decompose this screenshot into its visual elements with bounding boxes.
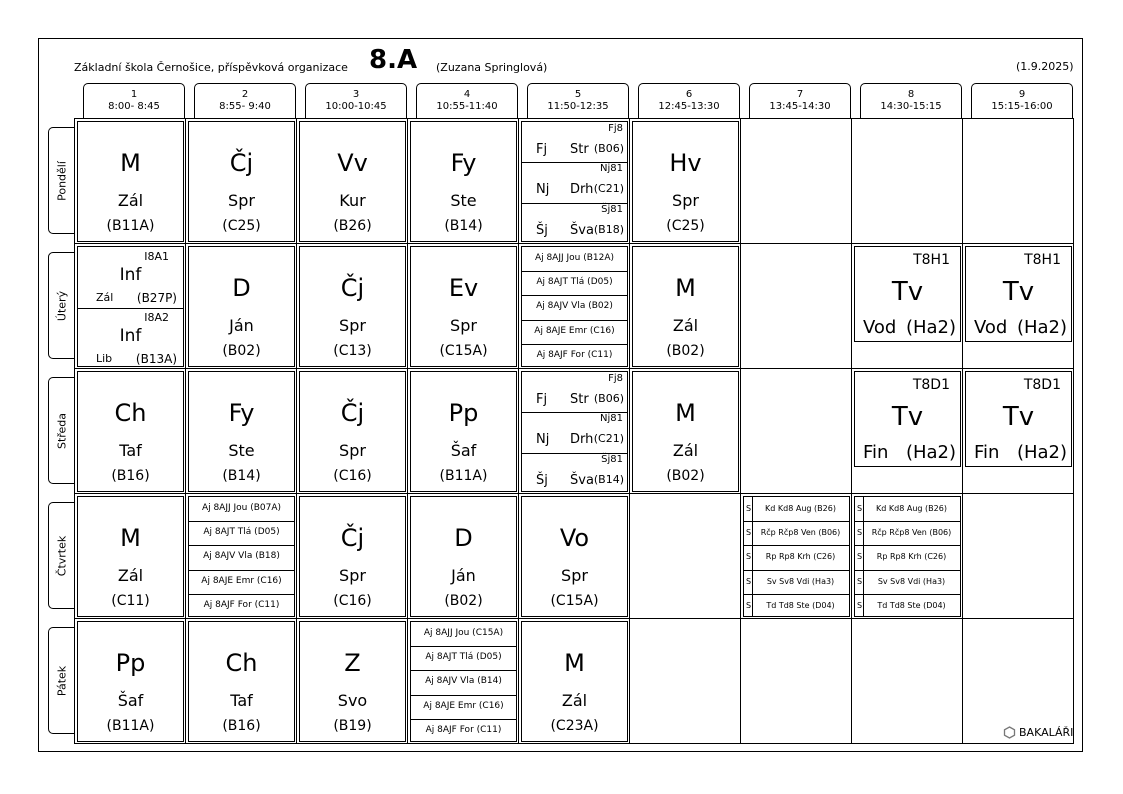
split-divider xyxy=(78,308,183,309)
school-name: Základní škola Černošice, příspěvková organizace xyxy=(74,61,348,74)
lesson-card xyxy=(299,621,406,742)
valid-date: (1.9.2025) xyxy=(1016,60,1074,73)
group-line: Aj 8AJJ Jou (B07A) xyxy=(201,503,282,513)
teacher-code: Svo xyxy=(337,691,368,710)
seminar-marker: S xyxy=(746,504,752,513)
group-name: Fj8 xyxy=(608,123,623,134)
period-number: 8 xyxy=(907,89,915,100)
room: (B14) xyxy=(222,468,261,484)
group-name: Nj81 xyxy=(600,413,623,425)
seminar-marker: S xyxy=(746,600,752,610)
timetable-grid xyxy=(74,118,1074,744)
split-teacher: Str xyxy=(570,142,589,157)
lesson-card xyxy=(965,371,1072,467)
group-name: Šj81 xyxy=(601,453,623,465)
list-divider xyxy=(855,521,960,522)
day-label xyxy=(48,252,74,359)
seminar-marker: S xyxy=(746,552,752,562)
period-time: 8:55- 9:40 xyxy=(219,101,271,112)
period-header xyxy=(638,83,740,118)
split-lesson xyxy=(521,371,628,492)
split-room: (B13A) xyxy=(135,351,177,366)
lesson-card xyxy=(410,371,517,492)
period-number: 9 xyxy=(1018,89,1026,100)
split-teacher: Drh xyxy=(570,432,594,448)
list-divider xyxy=(744,570,849,571)
group-line: Td Td8 Ste (D04) xyxy=(766,600,835,610)
period-header xyxy=(527,83,629,118)
teacher-code: Vod xyxy=(863,317,897,338)
room: (B02) xyxy=(666,343,705,359)
group-line: Kd Kd8 Aug (B26) xyxy=(876,504,947,513)
split-subject: Inf xyxy=(119,325,142,346)
lesson-card xyxy=(77,371,184,492)
group-list xyxy=(743,496,850,617)
room: (C15A) xyxy=(550,593,599,609)
group-line: Aj 8AJT Tlá (D05) xyxy=(536,277,613,288)
room: (Ha2) xyxy=(1016,442,1067,463)
room: (C15A) xyxy=(439,343,488,359)
subject: Čj xyxy=(340,524,365,552)
row-divider xyxy=(75,243,1073,244)
lesson-card xyxy=(410,246,517,367)
list-divider xyxy=(744,521,849,522)
split-subject: Nj xyxy=(536,182,550,198)
teacher-code: Spr xyxy=(339,316,366,335)
period-header xyxy=(305,83,407,118)
seminar-marker: S xyxy=(857,528,863,538)
list-divider xyxy=(744,545,849,546)
teacher-code: Fin xyxy=(974,442,1000,463)
subject: Tv xyxy=(1002,277,1035,307)
subject: Čj xyxy=(340,274,365,302)
day-label xyxy=(48,127,74,234)
class-title: 8.A xyxy=(369,45,418,75)
list-divider xyxy=(189,594,294,595)
split-subject: Inf xyxy=(119,265,142,285)
lesson-card xyxy=(854,246,961,342)
period-number: 3 xyxy=(352,89,360,100)
room: (B26) xyxy=(333,218,372,234)
room: (C25) xyxy=(666,218,705,234)
room: (B02) xyxy=(666,468,705,484)
teacher-code: Spr xyxy=(228,191,255,210)
room: (B14) xyxy=(444,218,483,234)
day-label xyxy=(48,377,74,484)
group-line: Aj 8AJV Vla (B02) xyxy=(536,301,613,312)
day-name: Pondělí xyxy=(55,160,68,201)
teacher-code: Šaf xyxy=(117,691,144,710)
subject: Fy xyxy=(450,149,477,177)
list-divider xyxy=(189,545,294,546)
list-divider xyxy=(855,570,960,571)
room: (B11A) xyxy=(106,218,155,234)
split-subject: Fj xyxy=(536,392,548,407)
teacher-code: Zál xyxy=(672,316,699,335)
period-header xyxy=(416,83,518,118)
subject: M xyxy=(120,149,141,177)
seminar-marker: S xyxy=(857,576,863,586)
room: (Ha2) xyxy=(1016,317,1067,338)
column-divider xyxy=(629,119,630,743)
lesson-card xyxy=(188,371,295,492)
room: (Ha2) xyxy=(905,317,956,338)
teacher-code: Zál xyxy=(117,566,144,585)
group-line: Rčp Rčp8 Ven (B06) xyxy=(871,528,952,538)
lesson-card xyxy=(77,621,184,742)
subject: Ch xyxy=(225,649,258,677)
column-divider xyxy=(740,119,741,743)
list-divider xyxy=(855,545,960,546)
day-name: Středa xyxy=(55,412,68,449)
class-teacher: (Zuzana Springlová) xyxy=(436,61,548,74)
teacher-code: Ján xyxy=(229,316,254,335)
subject: Pp xyxy=(115,649,146,677)
group-line: Aj 8AJJ Jou (C15A) xyxy=(423,628,504,638)
split-subject: Šj xyxy=(536,222,548,238)
group-line: Aj 8AJE Emr (C16) xyxy=(201,575,282,586)
group-line: Aj 8AJF For (C11) xyxy=(536,349,613,360)
lesson-card xyxy=(410,121,517,242)
group-list xyxy=(188,496,295,617)
subject: M xyxy=(120,524,141,552)
subject: Tv xyxy=(891,402,924,432)
teacher-code: Vod xyxy=(974,317,1008,338)
period-number: 5 xyxy=(574,89,582,100)
row-divider xyxy=(75,368,1073,369)
lesson-card xyxy=(965,246,1072,342)
subject: D xyxy=(454,524,473,552)
seminar-marker: S xyxy=(857,600,863,610)
group-list xyxy=(410,621,517,742)
split-room: (B06) xyxy=(593,392,624,405)
subject: Tv xyxy=(891,277,924,307)
teacher-code: Taf xyxy=(230,691,253,710)
group-list xyxy=(521,246,628,367)
column-divider xyxy=(518,119,519,743)
group-list xyxy=(854,496,961,617)
teacher-code: Spr xyxy=(672,191,699,210)
column-divider xyxy=(407,119,408,743)
seminar-marker: S xyxy=(746,528,752,538)
group-line: Aj 8AJV Vla (B18) xyxy=(203,551,280,562)
subject: M xyxy=(675,274,696,302)
subject: Čj xyxy=(340,399,365,427)
lesson-card xyxy=(521,621,628,742)
lesson-card xyxy=(299,496,406,617)
room: (Ha2) xyxy=(905,442,956,463)
split-room: (C21) xyxy=(593,182,624,196)
teacher-code: Ste xyxy=(228,441,255,460)
lesson-card xyxy=(188,121,295,242)
period-time: 14:30-15:15 xyxy=(880,101,942,112)
period-header xyxy=(749,83,851,118)
teacher-code: Zál xyxy=(117,191,144,210)
group-line: Aj 8AJF For (C11) xyxy=(425,724,502,735)
group-name: I8A2 xyxy=(144,310,169,324)
period-time: 11:50-12:35 xyxy=(547,101,609,112)
teacher-code: Zál xyxy=(672,441,699,460)
room: (B19) xyxy=(333,718,372,734)
subject: Vv xyxy=(337,149,368,177)
split-teacher: Zál xyxy=(96,291,114,304)
period-header xyxy=(860,83,962,118)
room: (C16) xyxy=(333,593,372,609)
lesson-card xyxy=(410,496,517,617)
teacher-code: Spr xyxy=(561,566,588,585)
period-number: 2 xyxy=(241,89,249,100)
group-name: Šj81 xyxy=(601,203,623,215)
split-lesson xyxy=(521,121,628,242)
teacher-code: Spr xyxy=(450,316,477,335)
seminar-marker: S xyxy=(746,576,752,586)
group-line: Rčp Rčp8 Ven (B06) xyxy=(760,528,841,538)
lesson-card xyxy=(632,246,739,367)
split-lesson xyxy=(77,246,184,367)
split-subject: Nj xyxy=(536,432,550,448)
subject: Tv xyxy=(1002,402,1035,432)
room: (B02) xyxy=(444,593,483,609)
teacher-code: Ján xyxy=(451,566,476,585)
lesson-card xyxy=(188,246,295,367)
group-name: Nj81 xyxy=(600,163,623,175)
period-number: 7 xyxy=(796,89,804,100)
lesson-card xyxy=(188,621,295,742)
room: (C16) xyxy=(333,468,372,484)
list-divider xyxy=(522,320,627,321)
row-divider xyxy=(75,493,1073,494)
lesson-card xyxy=(77,496,184,617)
room: (C25) xyxy=(222,218,261,234)
split-teacher: Šva xyxy=(570,222,594,238)
group-line: Aj 8AJF For (C11) xyxy=(203,599,280,610)
period-number: 6 xyxy=(685,89,693,100)
group-name: T8H1 xyxy=(1024,252,1061,268)
room: (C11) xyxy=(111,593,150,609)
period-time: 12:45-13:30 xyxy=(658,101,720,112)
group-line: Aj 8AJE Emr (C16) xyxy=(423,700,504,711)
list-divider xyxy=(855,594,960,595)
seminar-marker-line xyxy=(752,497,753,616)
group-line: Rp Rp8 Krh (C26) xyxy=(876,552,947,562)
list-divider xyxy=(189,521,294,522)
period-header xyxy=(971,83,1073,118)
seminar-marker: S xyxy=(857,504,863,513)
split-teacher: Lib xyxy=(96,351,113,365)
day-name: Úterý xyxy=(55,290,68,321)
split-room: (B18) xyxy=(593,222,624,236)
teacher-code: Spr xyxy=(339,441,366,460)
teacher-code: Kur xyxy=(339,191,366,210)
group-line: Aj 8AJJ Jou (B12A) xyxy=(534,253,615,263)
split-room: (B14) xyxy=(593,472,624,486)
room: (B16) xyxy=(111,468,150,484)
group-line: Kd Kd8 Aug (B26) xyxy=(765,504,836,513)
list-divider xyxy=(744,594,849,595)
lesson-card xyxy=(632,121,739,242)
period-number: 1 xyxy=(130,89,138,100)
group-line: Td Td8 Ste (D04) xyxy=(877,600,946,610)
room: (B16) xyxy=(222,718,261,734)
split-room: (B27P) xyxy=(136,291,177,305)
group-name: I8A1 xyxy=(144,250,169,263)
group-name: Fj8 xyxy=(608,373,623,384)
period-number: 4 xyxy=(463,89,471,100)
group-line: Aj 8AJT Tlá (D05) xyxy=(425,652,502,663)
split-room: (B06) xyxy=(593,142,624,155)
period-time: 13:45-14:30 xyxy=(769,101,831,112)
room: (B11A) xyxy=(439,468,488,484)
room: (B02) xyxy=(222,343,261,359)
day-name: Čtvrtek xyxy=(55,535,68,576)
group-name: T8D1 xyxy=(1023,377,1061,393)
subject: D xyxy=(232,274,251,302)
list-divider xyxy=(522,344,627,345)
subject: Pp xyxy=(448,399,479,427)
logo-text: BAKALÁŘI xyxy=(1019,726,1074,739)
teacher-code: Taf xyxy=(119,441,142,460)
split-subject: Šj xyxy=(536,472,548,488)
split-subject: Fj xyxy=(536,142,548,157)
subject: Hv xyxy=(669,149,702,177)
list-divider xyxy=(411,719,516,720)
list-divider xyxy=(522,295,627,296)
period-time: 15:15-16:00 xyxy=(991,101,1053,112)
subject: Fy xyxy=(228,399,255,427)
group-line: Aj 8AJT Tlá (D05) xyxy=(203,527,280,538)
teacher-code: Fin xyxy=(863,442,889,463)
subject: M xyxy=(564,649,585,677)
lesson-card xyxy=(77,121,184,242)
row-divider xyxy=(75,618,1073,619)
seminar-marker: S xyxy=(857,552,863,562)
list-divider xyxy=(522,271,627,272)
subject: Čj xyxy=(229,149,254,177)
day-label xyxy=(48,502,74,609)
group-line: Aj 8AJE Emr (C16) xyxy=(534,325,615,336)
subject: Vo xyxy=(559,524,590,552)
subject: M xyxy=(675,399,696,427)
subject: Z xyxy=(344,649,361,677)
list-divider xyxy=(411,646,516,647)
column-divider xyxy=(851,119,852,743)
group-name: T8D1 xyxy=(912,377,950,393)
split-teacher: Drh xyxy=(570,182,594,198)
room: (B11A) xyxy=(106,718,155,734)
lesson-card xyxy=(299,371,406,492)
column-divider xyxy=(962,119,963,743)
group-line: Sv Sv8 Vdi (Ha3) xyxy=(766,576,835,586)
lesson-card xyxy=(299,246,406,367)
teacher-code: Šaf xyxy=(450,441,477,460)
period-time: 10:55-11:40 xyxy=(436,101,498,112)
teacher-code: Zál xyxy=(561,691,588,710)
group-line: Rp Rp8 Krh (C26) xyxy=(765,552,836,562)
group-name: T8H1 xyxy=(913,252,950,268)
period-header xyxy=(83,83,185,118)
lesson-card xyxy=(632,371,739,492)
lesson-card xyxy=(299,121,406,242)
period-time: 8:00- 8:45 xyxy=(108,101,160,112)
day-name: Pátek xyxy=(55,665,68,696)
teacher-code: Ste xyxy=(450,191,477,210)
room: (C13) xyxy=(333,343,372,359)
column-divider xyxy=(296,119,297,743)
lesson-card xyxy=(521,496,628,617)
split-teacher: Šva xyxy=(570,472,594,488)
period-header xyxy=(194,83,296,118)
group-line: Aj 8AJV Vla (B14) xyxy=(425,676,502,687)
split-teacher: Str xyxy=(570,392,589,407)
subject: Ev xyxy=(448,274,479,302)
list-divider xyxy=(411,695,516,696)
group-line: Sv Sv8 Vdi (Ha3) xyxy=(877,576,946,586)
list-divider xyxy=(411,670,516,671)
subject: Ch xyxy=(114,399,147,427)
seminar-marker-line xyxy=(863,497,864,616)
lesson-card xyxy=(854,371,961,467)
room: (C23A) xyxy=(550,718,599,734)
period-time: 10:00-10:45 xyxy=(325,101,387,112)
teacher-code: Spr xyxy=(339,566,366,585)
column-divider xyxy=(185,119,186,743)
list-divider xyxy=(189,570,294,571)
split-room: (C21) xyxy=(593,432,624,446)
day-label xyxy=(48,627,74,734)
